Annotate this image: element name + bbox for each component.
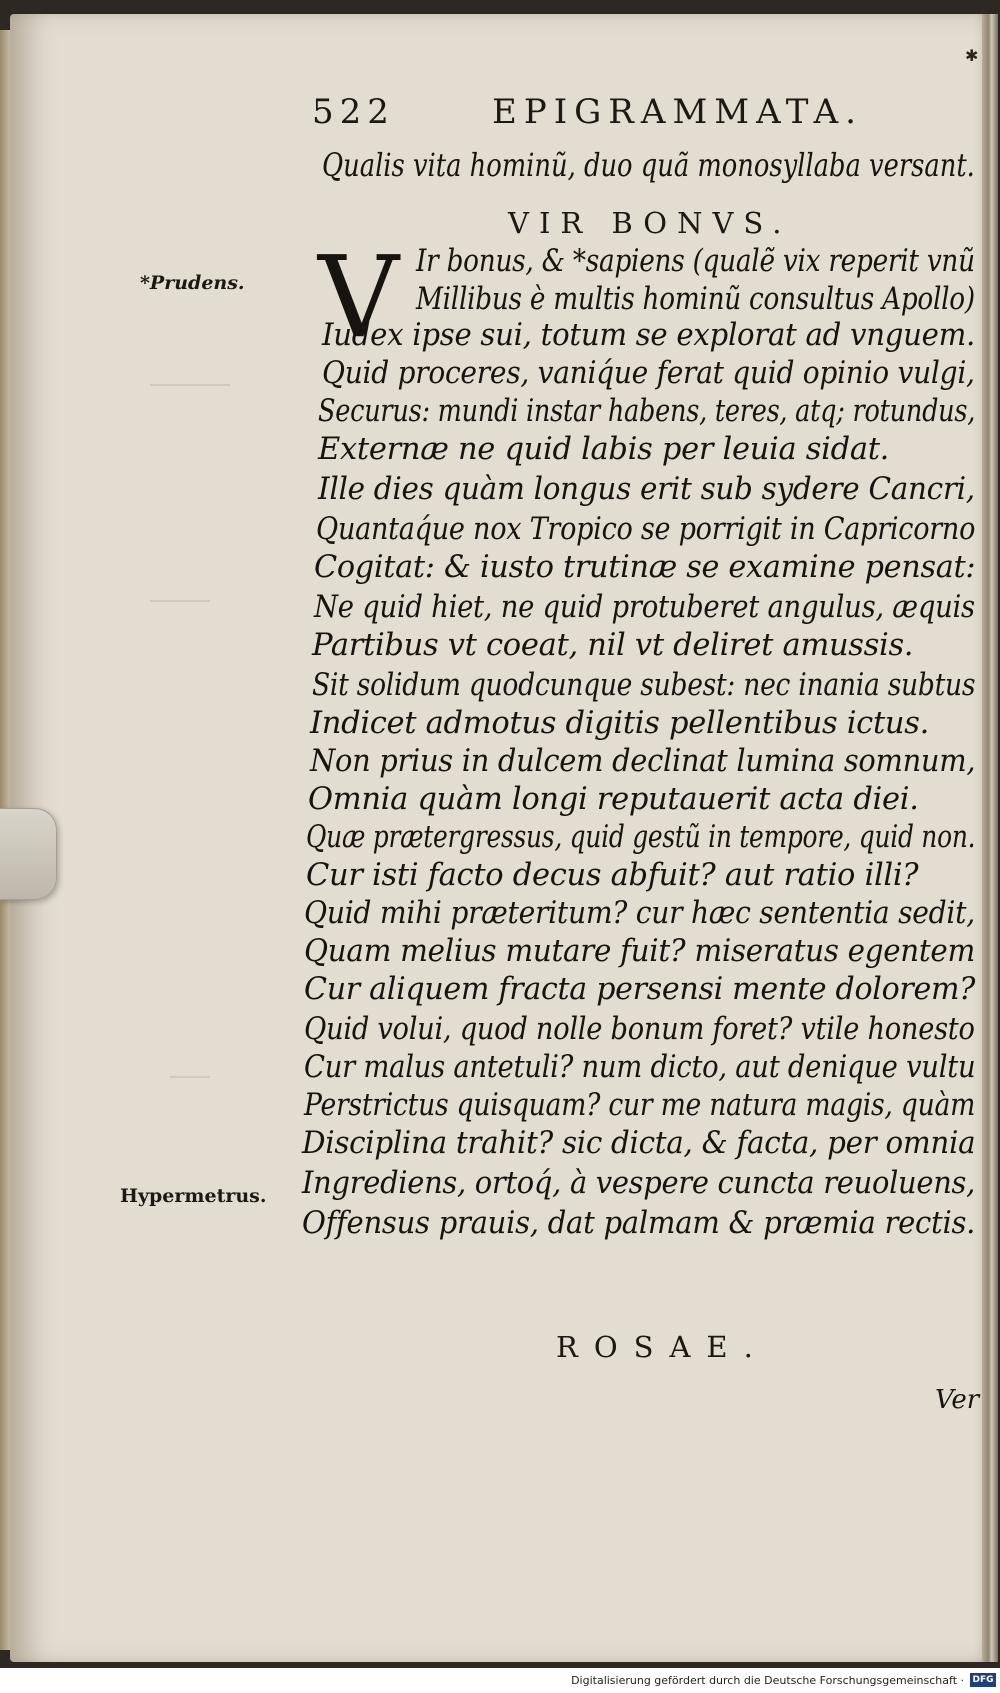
running-title: EPIGRAMMATA.	[492, 92, 863, 132]
margin-note: Hypermetrus.	[120, 1185, 267, 1207]
verse-line: Perstrictus quisquam? cur me natura magis, quàm	[304, 1088, 976, 1123]
dfg-logo: DFG	[970, 1673, 996, 1687]
poem-title: VIR BONVS.	[508, 206, 792, 240]
page-stack-right	[982, 14, 998, 1662]
poem-title: ROSAE.	[556, 1330, 769, 1364]
verse-line: Ille dies quàm longus erit sub sydere Cancri,	[318, 472, 975, 507]
verse-line: Ne quid hiet, ne quid protuberet angulus, æquis	[314, 590, 975, 625]
funding-credit: Digitalisierung gefördert durch die Deutsche Forschungsgemeinschaft ·	[571, 1674, 964, 1687]
page-number: 522	[312, 92, 395, 132]
bleed-through	[150, 600, 210, 602]
verse-line: Non prius in dulcem declinat lumina somnum,	[310, 744, 976, 779]
bleed-through	[150, 384, 230, 386]
verse-line: Quantaq́ue nox Tropico se porrigit in Capricorno	[316, 512, 976, 547]
verse-line: Sit solidum quodcunque subest: nec inania subtus	[312, 668, 976, 703]
catchword: Ver	[935, 1385, 980, 1415]
verse-line: Externæ ne quid labis per leuia sidat.	[318, 432, 890, 467]
verse-line: Cogitat: & iusto trutinæ se examine pensat:	[314, 550, 976, 585]
verse-line: Omnia quàm longi reputauerit acta diei.	[308, 782, 919, 817]
page-clip	[0, 808, 57, 900]
asterisk-icon: ✱	[965, 46, 979, 65]
running-head	[312, 92, 977, 142]
verse-line: Quæ prætergressus, quid gestũ in tempore, quid non.	[306, 820, 976, 855]
drop-cap: V	[318, 233, 399, 363]
verse-line: Quid proceres, vaniq́ue ferat quid opinio vulgi,	[322, 356, 975, 391]
verse-line: Cur malus antetuli? num dicto, aut denique vultu	[304, 1050, 976, 1085]
verse-line: Cur isti facto decus abfuit? aut ratio illi?	[306, 858, 919, 893]
verse-line: Partibus vt coeat, nil vt deliret amussis.	[312, 628, 914, 663]
verse-line: Cur aliquem fracta persensi mente dolorem?	[304, 972, 976, 1007]
verse-line: Iudex ipse sui, totum se explorat ad vnguem.	[322, 318, 976, 353]
margin-note: *Prudens.	[140, 272, 245, 294]
verse-line: Securus: mundi instar habens, teres, atq; rotundus,	[318, 394, 976, 429]
verse-line: Indicet admotus digitis pellentibus ictus.	[310, 706, 929, 741]
verse-line: Disciplina trahit? sic dicta, & facta, per omnia	[302, 1126, 976, 1161]
verse-line: Offensus prauis, dat palmam & præmia rectis.	[302, 1206, 976, 1241]
verse-line: Millibus è multis hominũ consultus Apollo)	[416, 282, 975, 317]
verse-line: Quam melius mutare fuit? miseratus egentem	[304, 934, 976, 969]
footer	[0, 1668, 1000, 1693]
verse-line: Quid volui, quod nolle bonum foret? vtile honesto	[304, 1012, 975, 1047]
carryover-line: Qualis vita hominũ, duo quã monosyllaba versant.	[322, 146, 975, 184]
verse-line: Ir bonus, & *sapiens (qualẽ vix reperit vnũ	[416, 244, 975, 279]
verse-line: Quid mihi præteritum? cur hæc sententia sedit,	[304, 896, 975, 931]
bleed-through	[170, 1076, 210, 1078]
verse-line: Ingrediens, ortoq́, à vespere cuncta reuoluens,	[302, 1166, 975, 1201]
